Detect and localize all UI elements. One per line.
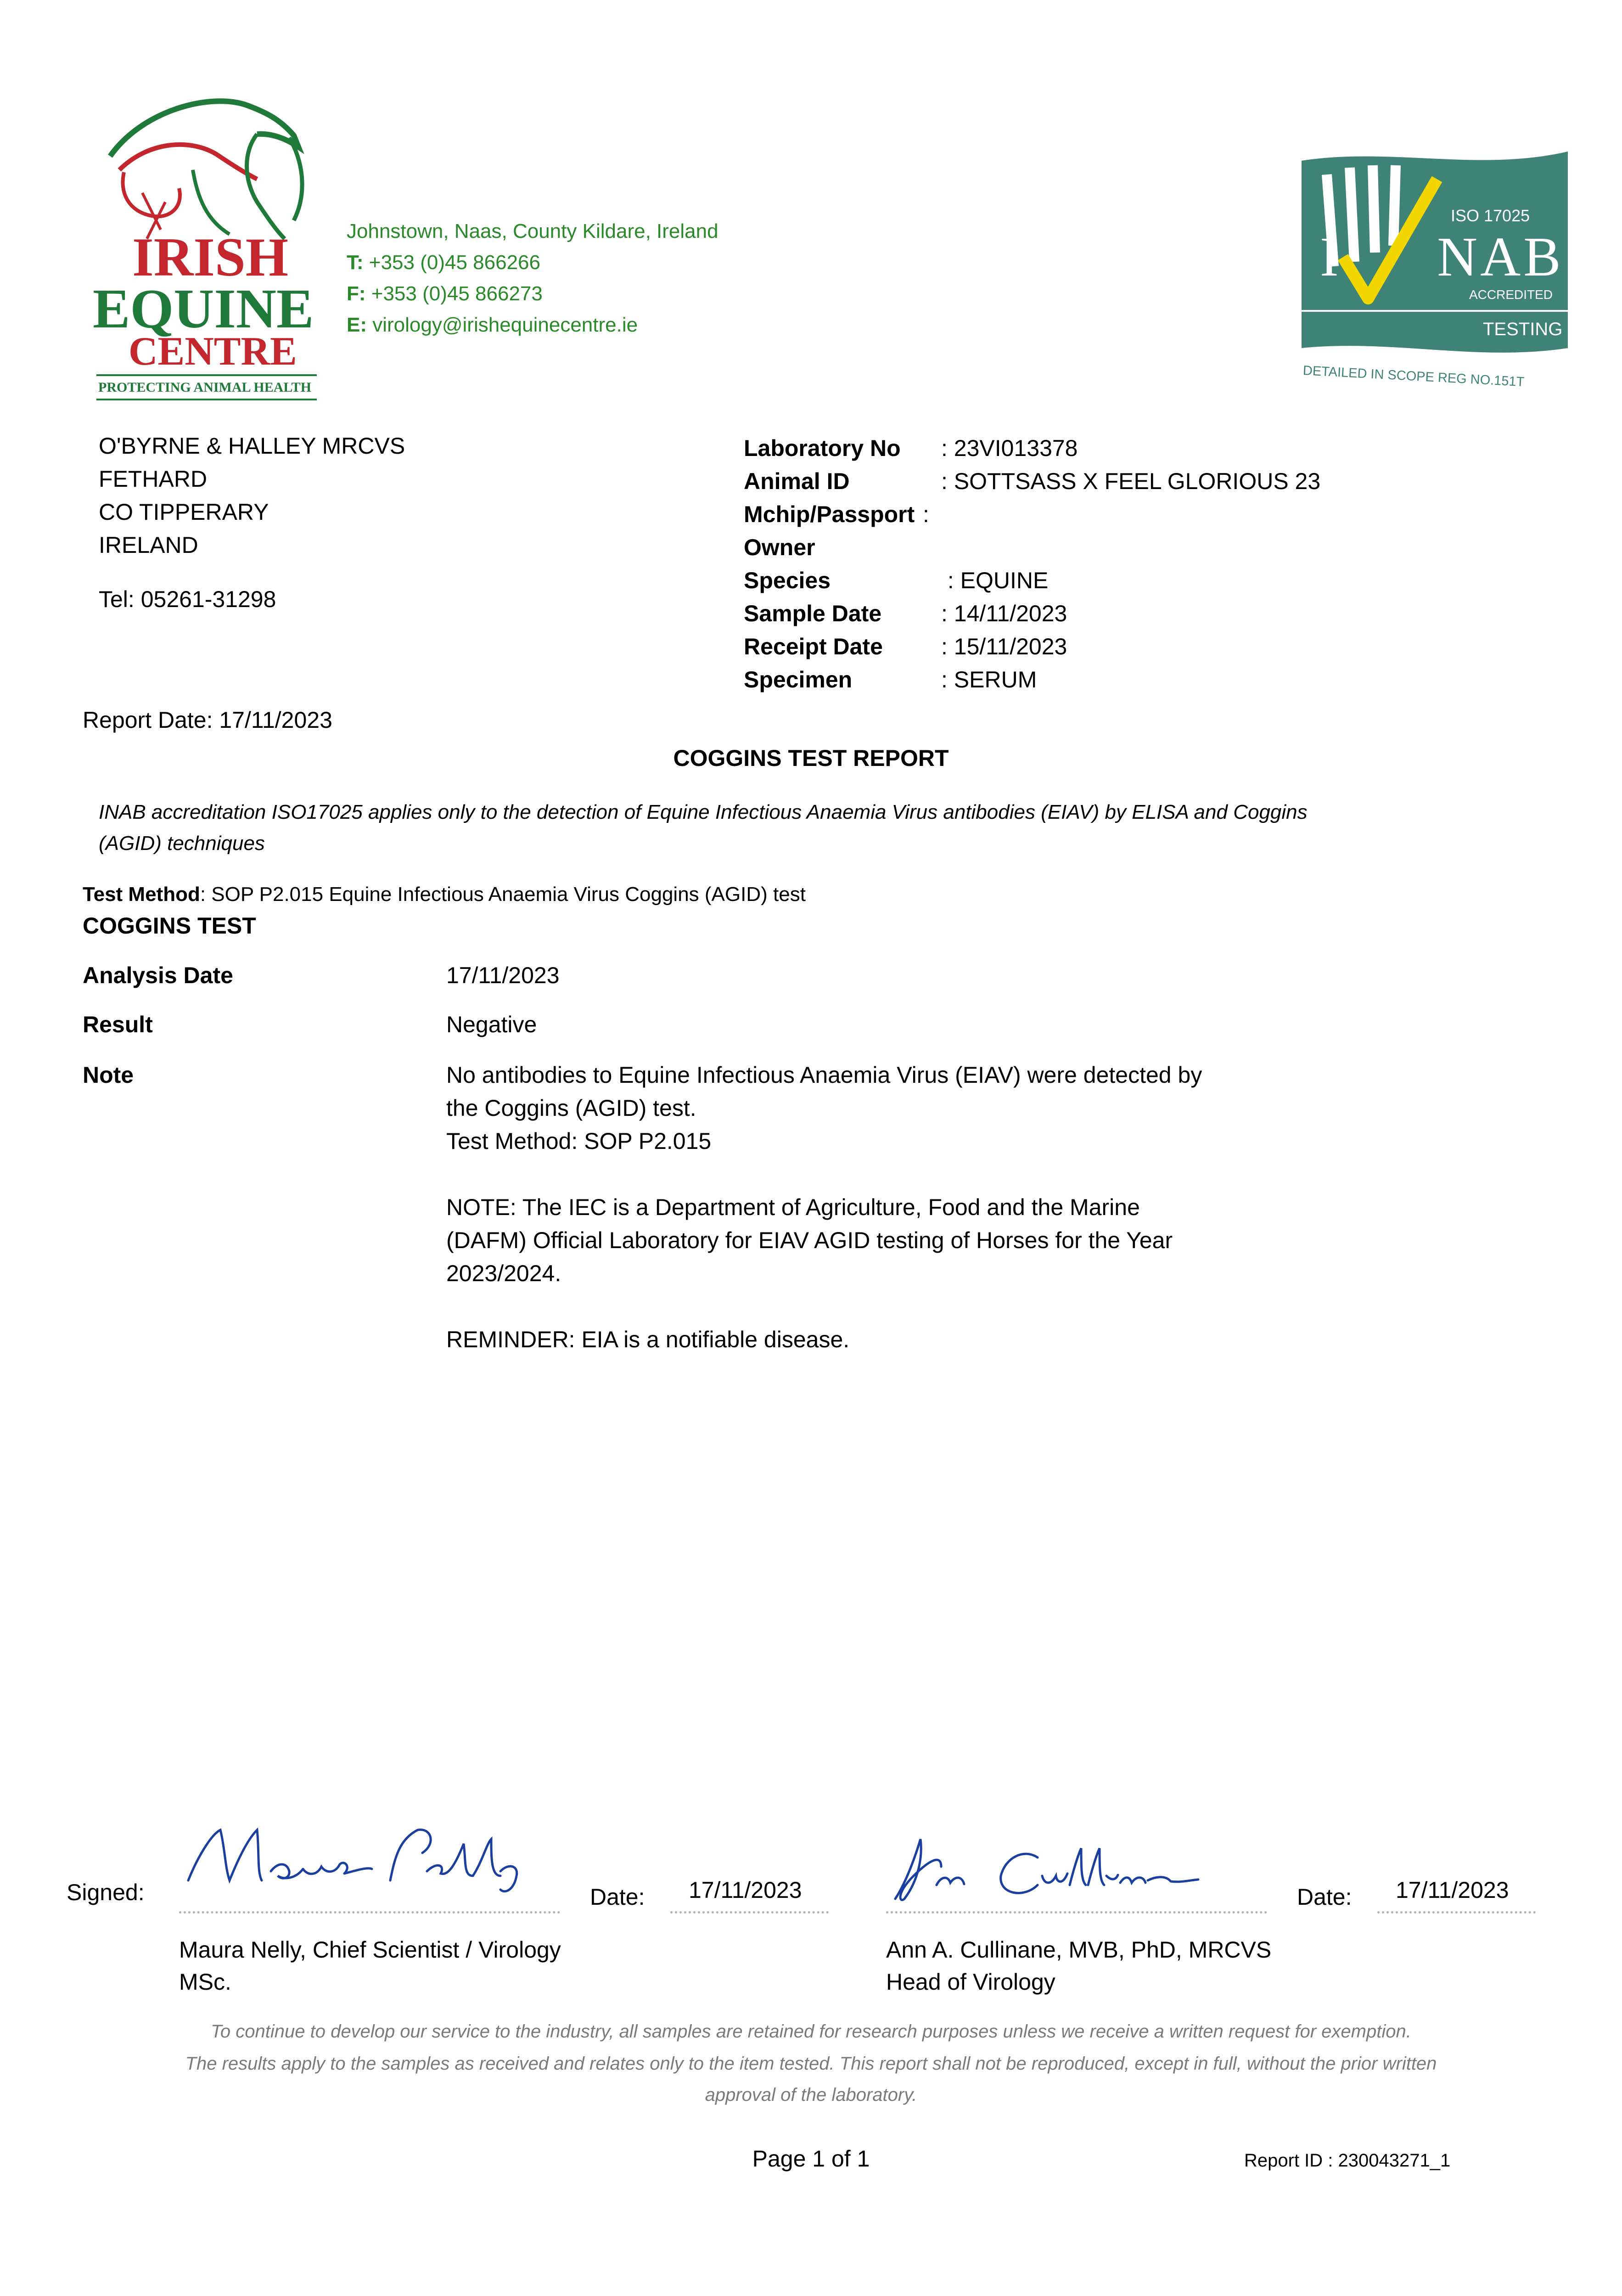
analysis-date-label: Analysis Date xyxy=(83,962,233,988)
section-title: COGGINS TEST xyxy=(83,913,256,939)
accreditation-note: INAB accreditation ISO17025 applies only to the detection of Equine Infectious Anaemia Virus antibodies (EIAV) by ELISA and Coggins (AGID) techniques xyxy=(99,801,1308,855)
signer-left-title: MSc. xyxy=(179,1969,231,1995)
report-id: Report ID : 230043271_1 xyxy=(1244,2150,1451,2171)
analysis-date-value: 17/11/2023 xyxy=(446,962,560,988)
result-label: Result xyxy=(83,1012,153,1037)
contact-address: Johnstown, Naas, County Kildare, Ireland xyxy=(347,220,718,242)
logo-divider-bottom xyxy=(96,399,317,400)
inab-testing: TESTING xyxy=(1483,319,1563,339)
date-label-left: Date: xyxy=(590,1884,645,1910)
logo-tagline: PROTECTING ANIMAL HEALTH xyxy=(98,380,311,395)
recipient-address xyxy=(99,429,405,616)
inab-scope: DETAILED IN SCOPE REG NO.151T xyxy=(1302,363,1525,390)
date-line-left xyxy=(670,1911,829,1913)
contact-tel: T: +353 (0)45 866266 xyxy=(347,251,540,274)
inab-i-letter: I xyxy=(1320,226,1339,288)
footer-disclaimer: The results apply to the samples as received and relates only to the item tested. This report shall not be reproduced, except in full, without the prior written approval of the laboratory. xyxy=(185,2054,1437,2105)
inab-name: NAB xyxy=(1437,226,1564,288)
logo-irish: IRISH xyxy=(132,226,289,287)
date-label-right: Date: xyxy=(1297,1884,1352,1910)
inab-iso: ISO 17025 xyxy=(1451,206,1530,225)
signature-left xyxy=(179,1816,560,1894)
signer-right-name: Ann A. Cullinane, MVB, PhD, MRCVS xyxy=(886,1937,1272,1963)
signed-label: Signed: xyxy=(67,1880,145,1905)
header-contact xyxy=(347,216,718,341)
test-method xyxy=(83,881,806,908)
horse-logo-icon xyxy=(92,92,321,243)
page-number: Page 1 of 1 xyxy=(752,2146,870,2172)
address-line: CO TIPPERARY xyxy=(99,499,269,525)
result-value: Negative xyxy=(446,1012,537,1037)
address-line: O'BYRNE & HALLEY MRCVS xyxy=(99,433,405,459)
contact-fax: F: +353 (0)45 866273 xyxy=(347,282,543,305)
inab-accredited: ACCREDITED xyxy=(1469,287,1553,302)
date-line-right xyxy=(1377,1911,1536,1913)
signature-line-left xyxy=(179,1911,560,1913)
test-method-label: Test Method xyxy=(83,883,200,906)
signature-ann-cullinane xyxy=(886,1830,1267,1908)
logo-equine: EQUINE xyxy=(93,278,314,340)
note-label: Note xyxy=(83,1062,134,1088)
date-value-left: 17/11/2023 xyxy=(689,1877,802,1903)
signature-maura-nelly xyxy=(179,1816,560,1894)
signature-line-right xyxy=(886,1911,1267,1913)
date-value-right: 17/11/2023 xyxy=(1396,1877,1509,1903)
recipient-tel: Tel: 05261-31298 xyxy=(99,586,276,612)
signature-right xyxy=(886,1830,1267,1908)
report-date: Report Date: 17/11/2023 xyxy=(83,707,332,733)
footer-retention-note: To continue to develop our service to the industry, all samples are retained for research purposes unless we receive a written request for exemption. xyxy=(211,2021,1411,2042)
address-line: FETHARD xyxy=(99,466,208,492)
inab-testing-bar xyxy=(1302,310,1568,312)
signer-left-name: Maura Nelly, Chief Scientist / Virology xyxy=(179,1937,561,1963)
logo-centre: CENTRE xyxy=(129,329,297,374)
contact-email: E: virology@irishequinecentre.ie xyxy=(347,314,638,336)
logo-divider-top xyxy=(96,374,317,376)
irish-equine-centre-logo xyxy=(92,92,321,404)
report-title: COGGINS TEST REPORT xyxy=(673,745,949,771)
inab-accreditation-badge xyxy=(1299,147,1570,390)
signer-right-title: Head of Virology xyxy=(886,1969,1055,1995)
test-method-value: : SOP P2.015 Equine Infectious Anaemia Virus Coggins (AGID) test xyxy=(200,883,806,906)
note-value: No antibodies to Equine Infectious Anaemia Virus (EIAV) were detected by the Coggins (AGID) test. Test Method: SOP P2.015 NOTE: The IEC is a Department of Agriculture, Food and the Marine (DAFM) Official Laboratory for EIAV AGID testing of Horses for the Year 2023/2024. REMINDER: EIA is a notifiable disease. xyxy=(446,1062,1202,1352)
address-line: IRELAND xyxy=(99,532,198,558)
